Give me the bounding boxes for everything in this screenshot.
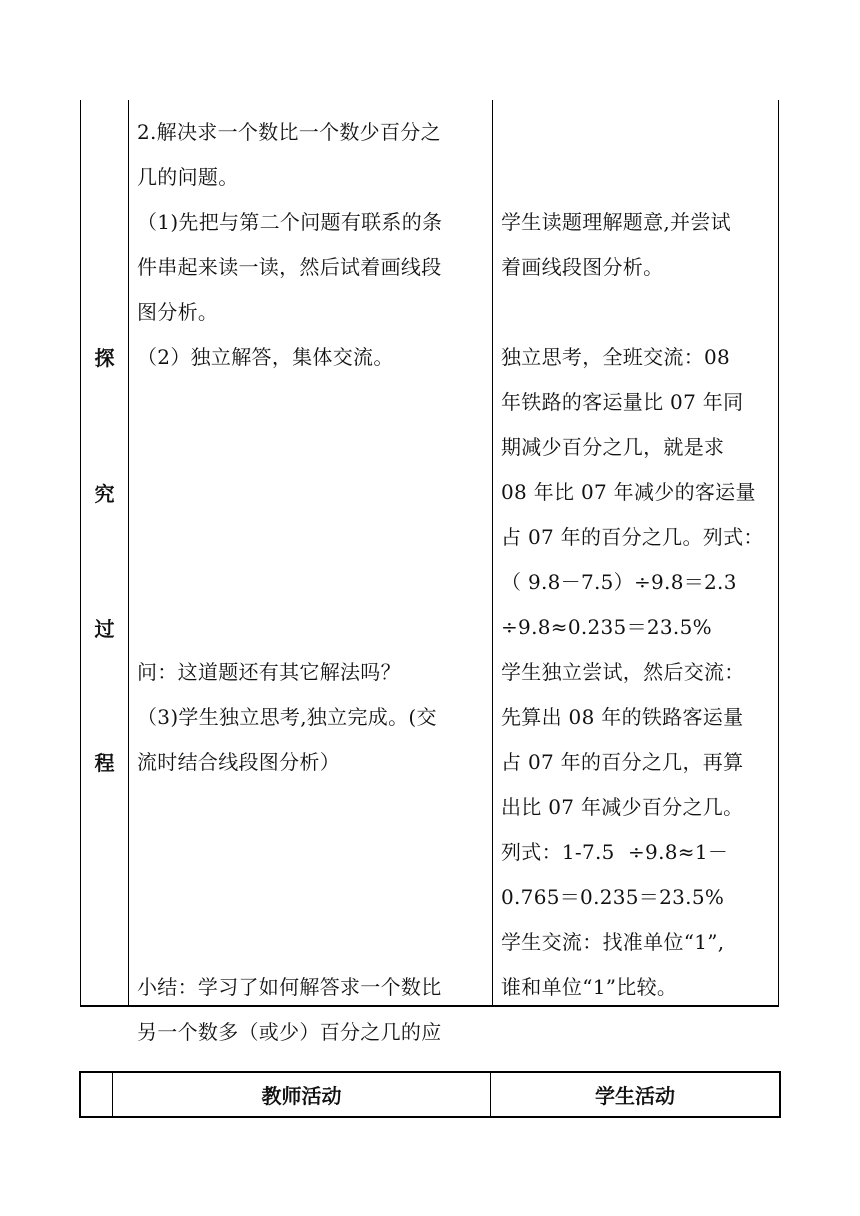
text-line: 图分析。	[137, 300, 219, 324]
text-line: 年铁路的客运量比 07 年同	[501, 390, 744, 414]
column-divider-2	[492, 100, 493, 1005]
text-line	[137, 875, 489, 920]
text-line: 列式：1-7.5 ÷9.8≈1－	[501, 840, 729, 864]
text-line: 几的问题。	[137, 165, 239, 189]
text-line	[501, 155, 776, 200]
header-table	[79, 1071, 781, 1118]
text-line: ÷9.8≈0.235＝23.5%	[501, 615, 712, 639]
text-line	[137, 425, 489, 470]
text-line: 学生读题理解题意,并尝试	[501, 210, 731, 234]
text-line	[137, 605, 489, 650]
text-line: 学生独立尝试，然后交流：	[501, 660, 745, 684]
text-line: 着画线段图分析。	[501, 255, 664, 279]
text-line: 期减少百分之几，就是求	[501, 435, 725, 459]
text-line	[137, 785, 489, 830]
text-line	[501, 110, 776, 155]
text-line	[137, 380, 489, 425]
text-line: 先算出 08 年的铁路客运量	[501, 705, 744, 729]
section-char: 过	[94, 617, 115, 641]
text-line: （1)先把与第二个问题有联系的条	[137, 210, 443, 234]
text-line	[501, 290, 776, 335]
text-line: 问：这道题还有其它解法吗？	[137, 660, 401, 684]
lesson-table	[80, 100, 779, 1044]
section-char: 究	[94, 482, 115, 506]
student-activity-column	[501, 110, 776, 1010]
text-line: 小结：学习了如何解答求一个数比	[137, 975, 442, 999]
text-line: 独立思考，全班交流：08	[501, 345, 731, 369]
text-line	[137, 515, 489, 560]
student-activity-header: 学生活动	[595, 1084, 675, 1108]
text-line	[137, 830, 489, 875]
text-line	[137, 470, 489, 515]
text-line: 占 07 年的百分之几。列式：	[501, 525, 764, 549]
text-line: 2.解决求一个数比一个数少百分之	[137, 120, 441, 144]
text-line: 流时结合线段图分析）	[137, 750, 340, 774]
section-char: 程	[94, 751, 115, 775]
text-line	[137, 560, 489, 605]
text-line: （3)学生独立思考,独立完成。(交	[137, 705, 437, 729]
text-line	[137, 920, 489, 965]
text-line: 学生交流：找准单位“1”,	[501, 930, 725, 954]
section-label-column	[81, 100, 128, 1005]
text-line: （ 9.8－7.5）÷9.8＝2.3	[501, 570, 737, 594]
text-line: 另一个数多（或少）百分之几的应	[137, 1020, 442, 1044]
text-line: 占 07 年的百分之几，再算	[501, 750, 744, 774]
text-line: 件串起来读一读，然后试着画线段	[137, 255, 442, 279]
column-divider-1	[128, 100, 129, 1005]
text-line: 08 年比 07 年减少的客运量	[501, 480, 756, 504]
text-line: 出比 07 年减少百分之几。	[501, 795, 744, 819]
section-char: 探	[94, 346, 115, 370]
text-line: 0.765＝0.235＝23.5%	[501, 885, 725, 909]
text-line: 谁和单位“1”比较。	[501, 975, 678, 999]
teacher-activity-header: 教师活动	[261, 1084, 342, 1108]
teacher-activity-column	[137, 110, 489, 1055]
text-line: （2）独立解答，集体交流。	[137, 345, 394, 369]
